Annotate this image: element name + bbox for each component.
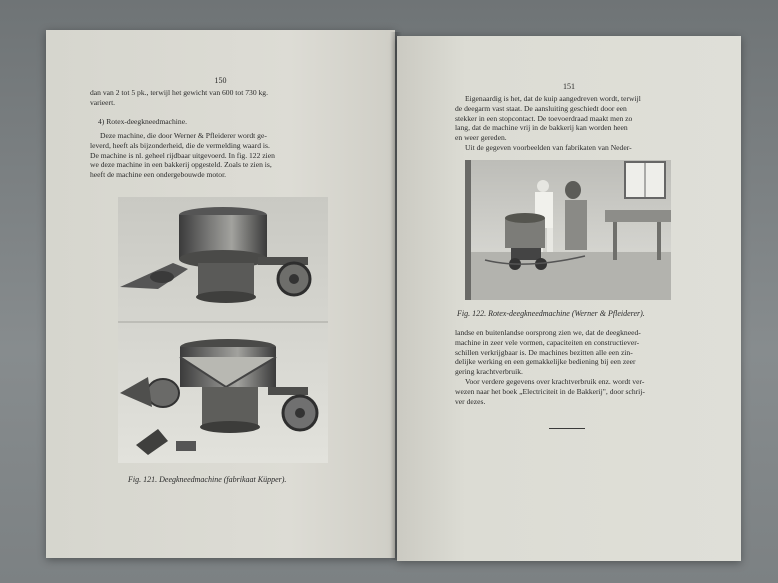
text-line: stekker in een stopcontact. De toevoerdraad maakt men zo: [455, 113, 633, 123]
text-line: we deze machine in een bakkerij opgesteld. Zoals te zien is,: [90, 160, 272, 170]
text-line: varieert.: [90, 97, 116, 107]
text-line: de deegarm vast staat. De aansluiting geschiedt door een: [455, 103, 627, 113]
text-line: en weer gereden.: [455, 133, 507, 143]
text-line: De machine is nl. geheel rijdbaar uitgevoerd. In fig. 122 zien: [90, 150, 275, 160]
text-line: heeft de machine een ondergebouwde motor.: [90, 170, 227, 180]
text-line: Deze machine, die door Werner & Pfleiderer wordt ge-: [100, 131, 267, 140]
section-heading: 4) Rotex-deegkneedmachine.: [98, 117, 187, 126]
right-page: [397, 36, 741, 561]
text-line: schillen verkrijgbaar is. De machines bezitten alle een zin-: [455, 347, 633, 357]
text-line: ver dezes.: [455, 396, 486, 406]
left-page: [46, 30, 395, 558]
text-line: landse en buitenlandse oorsprong zien we, dat de deegkneed-: [455, 328, 641, 337]
machine-photo-121: [118, 197, 328, 463]
text-line: leverd, heeft als bijzonderheid, die de vermelding waard is.: [90, 140, 270, 150]
text-line: Uit de gegeven voorbeelden van fabrikaten van Neder-: [465, 142, 632, 152]
bakery-photo-122: [465, 160, 671, 300]
text-line: gering krachtverbruik.: [455, 367, 523, 377]
text-line: delijke werking en een gemakkelijke bediening bij een zeer: [455, 357, 636, 367]
text-line: lang, dat de machine vrij in de bakkerij kan worden heen: [455, 123, 628, 133]
body-text-continued: [455, 328, 645, 406]
text-line: dan van 2 tot 5 pk., terwijl het gewicht van 600 tot 730 kg.: [90, 88, 269, 97]
page-number: 151: [563, 82, 575, 91]
text-line: wezen naar het boek „Electriciteit in de Bakkerij", door schrij-: [455, 386, 645, 396]
figure-caption: Fig. 121. Deegkneedmachine (fabrikaat Küpper).: [128, 475, 287, 484]
page-number: 150: [214, 76, 227, 85]
intro-text: [90, 88, 268, 108]
text-line: machine in zeer vele vormen, capaciteiten en constructiever-: [455, 337, 640, 347]
body-text: [455, 94, 641, 153]
end-rule: [549, 428, 585, 429]
body-text: [90, 131, 275, 180]
figure-caption: Fig. 122. Rotex-deegkneedmachine (Werner & Pfleiderer).: [457, 309, 645, 318]
text-line: Voor verdere gegevens over krachtverbruik enz. wordt ver-: [465, 376, 645, 386]
text-line: Eigenaardig is het, dat de kuip aangedreven wordt, terwijl: [465, 94, 641, 103]
